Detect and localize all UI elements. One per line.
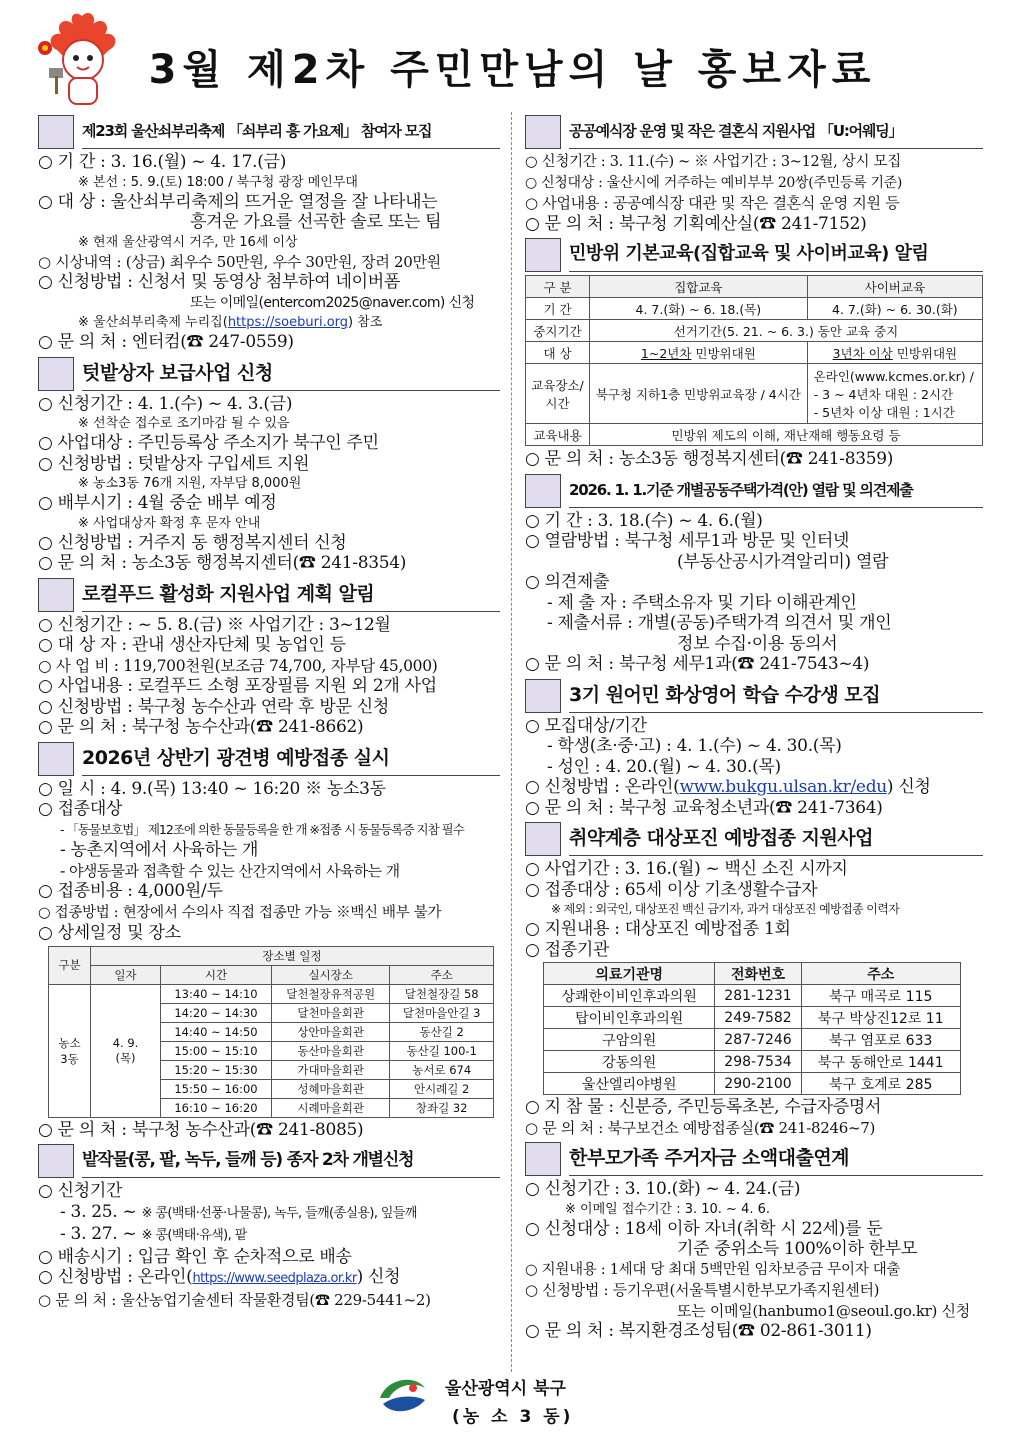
cell-name: 구암의원 — [544, 1029, 715, 1051]
period-crops: ※ 콩(백태·유색), 팥 — [141, 1228, 247, 1243]
apply-text: ○ 신청방법 : 온라인( — [38, 1267, 193, 1287]
period-date: - 3. 25. ~ — [60, 1201, 142, 1222]
target-line: ○ 접종대상 : 65세 이상 기초생활수급자 — [525, 879, 818, 900]
table-row — [544, 985, 961, 1007]
section-public-wedding — [525, 115, 983, 234]
contact-line: ○ 문 의 처 : 울산농업기술센터 작물환경팀(☎ 229-5441~2) — [38, 1290, 431, 1309]
target-line: ○ 신청대상 : 울산시에 거주하는 예비부부 20쌍(주민등록 기준) — [525, 174, 903, 191]
method-text: ○ 접종방법 : 현장에서 수의사 직접 접종만 가능 ※백신 배부 불가 — [38, 904, 442, 921]
contact-line: ○ 문 의 처 : 농소3동 행정복지센터(☎ 241-8359) — [525, 449, 894, 469]
target-line-cont: 기준 중위소득 100%이하 한부모 — [677, 1239, 918, 1259]
section-shingles-vaccination — [525, 822, 983, 1138]
cell-addr: 북구 박상진12로 11 — [801, 1007, 960, 1029]
method-line: ○ 열람방법 : 북구청 세무1과 방문 및 인터넷 — [525, 531, 850, 551]
cell-time: 15:50 ~ 16:00 — [161, 1079, 272, 1098]
note-line: ※ 현재 울산광역시 거주, 만 16세 이상 — [78, 234, 298, 250]
cell-name: 강동의원 — [544, 1051, 715, 1073]
section-header — [525, 238, 983, 272]
cell-dong: 농소 3동 — [49, 984, 91, 1117]
table-row — [544, 1029, 961, 1051]
opinion-heading: ○ 의견제출 — [525, 572, 610, 592]
cell-addr: 북구 동해안로 1441 — [801, 1051, 960, 1073]
budget-line: ○ 사 업 비 : 119,700천원(보조금 74,700, 자부담 45,000) — [38, 656, 438, 675]
header-box — [38, 1144, 74, 1178]
section-header — [525, 822, 983, 856]
section-title: 텃밭상자 보급사업 신청 — [82, 357, 500, 391]
note-line — [38, 313, 500, 332]
note-text: ) 참조 — [348, 315, 383, 330]
cell-place: 동산마을회관 — [271, 1041, 389, 1060]
apply-line-cont: 또는 이메일(hanbumo1@seoul.go.kr) 신청 — [677, 1301, 970, 1320]
section-soeburi-song-festival — [38, 115, 500, 353]
contact-line: ○ 문 의 처 : 엔터컴(☎ 247-0559) — [38, 332, 294, 352]
contact-line: ○ 문 의 처 : 북구청 교육청소년과(☎ 241-7364) — [525, 797, 883, 818]
period-crops: ※ 콩(백태·선풍·나물콩), 녹두, 들깨(종실용), 잎들깨 — [141, 1205, 417, 1221]
apply-line — [38, 1267, 500, 1290]
seedplaza-link[interactable]: https://www.seedplaza.or.kr — [192, 1271, 357, 1286]
content-line: ○ 지원내용 : 대상포진 예방접종 1회 — [525, 919, 791, 939]
cell-place: 성혜마을회관 — [271, 1079, 389, 1098]
section-header — [525, 115, 983, 149]
method-line-cont: (부동산공시가격알리미) 열람 — [677, 551, 889, 572]
education-table — [525, 275, 983, 446]
th-time: 시간 — [161, 965, 272, 984]
target-item: - 성인 : 4. 20.(월) ~ 4. 30.(목) — [547, 756, 781, 777]
th-addr: 주소 — [390, 965, 494, 984]
section-housing-price — [525, 474, 983, 675]
target-heading: ○ 모집대상/기간 — [525, 715, 647, 736]
th-addr: 주소 — [801, 963, 960, 985]
note-line: ※ 선착순 접수로 조기마감 될 수 있음 — [78, 416, 290, 431]
cell-name: 탑이비인후과의원 — [544, 1007, 715, 1029]
section-english-class — [525, 679, 983, 819]
th-gubun: 구분 — [49, 946, 91, 984]
cell-addr: 달천마을안길 3 — [390, 1003, 494, 1022]
period-line: ○ 신청기간 : 3. 10.(화) ~ 4. 24.(금) — [525, 1179, 801, 1199]
cell — [807, 342, 982, 364]
contact-line: ○ 문 의 처 : 북구청 기획예산실(☎ 241-7152) — [525, 213, 867, 234]
header-box — [38, 578, 74, 612]
cell-date: 4. 9. (목) — [91, 984, 161, 1117]
cell-addr: 북구 호계로 285 — [801, 1073, 960, 1095]
cell-place: 가대마을회관 — [271, 1060, 389, 1079]
header-box — [525, 115, 561, 149]
cell-time: 13:40 ~ 14:10 — [161, 984, 272, 1003]
cell-place: 상안마을회관 — [271, 1022, 389, 1041]
period-line: ○ 신청기간 : 4. 1.(수) ~ 4. 3.(금) — [38, 393, 293, 414]
header-box — [38, 357, 74, 391]
column-divider — [511, 112, 512, 1372]
left-column — [38, 112, 500, 1314]
cost-line: ○ 접종비용 : 4,000원/두 — [38, 881, 223, 901]
content-line: ○ 지원내용 : 1세대 당 최대 5백만원 임차보증금 무이자 대출 — [525, 1261, 901, 1278]
note-text: ※ 울산쇠부리축제 누리집( — [78, 315, 228, 330]
table-row — [544, 1007, 961, 1029]
period-date: - 3. 27. ~ — [60, 1224, 142, 1244]
table-row — [49, 984, 494, 1003]
th-gubun: 구 분 — [526, 276, 590, 298]
footer-dong: (농 소 3 동) — [452, 1407, 574, 1427]
cell-tel: 249-7582 — [715, 1007, 801, 1029]
cell-place: 시례마을회관 — [271, 1098, 389, 1117]
period-line: ○ 신청기간 : ~ 5. 8.(금) ※ 사업기간 : 3~12월 — [38, 614, 391, 635]
target-heading: ○ 접종대상 — [38, 799, 123, 819]
delivery-line: ○ 배송시기 : 입금 확인 후 순차적으로 배송 — [38, 1246, 352, 1267]
section-title: 한부모가족 주거자금 소액대출연계 — [569, 1142, 983, 1176]
right-column — [525, 112, 983, 1346]
table-row — [526, 342, 983, 364]
cell-strong: 1~2년차 — [640, 345, 692, 361]
method-line — [38, 902, 500, 924]
contact-line: ○ 문 의 처 : 북구보건소 예방접종실(☎ 241-8246~7) — [525, 1118, 876, 1137]
section-title: 3기 원어민 화상영어 학습 수강생 모집 — [569, 679, 983, 713]
header-box — [525, 822, 561, 856]
note-line: ※ 제외 : 외국인, 대상포진 백신 금기자, 과거 대상포진 예방접종 이력자 — [551, 902, 900, 916]
apply-line: ○ 신청방법 : 거주지 동 행정복지센터 신청 — [38, 532, 347, 553]
cell-line: 온라인(www.kcmes.or.kr) / — [813, 368, 974, 384]
apply-text: ) 신청 — [356, 1267, 401, 1287]
apply-line: ○ 신청방법 : 등기우편(서울특별시한부모가족지원센터) — [525, 1281, 880, 1299]
th-place: 실시장소 — [271, 965, 389, 984]
cell-addr: 달천철장길 58 — [390, 984, 494, 1003]
period-line: ○ 기 간 : 3. 16.(월) ~ 4. 17.(금) — [38, 152, 287, 172]
section-title: 2026. 1. 1.기준 개별공동주택가격(안) 열람 및 의견제출 — [569, 474, 983, 508]
section-header — [525, 679, 983, 713]
cell-addr: 동산길 100-1 — [390, 1041, 494, 1060]
cell: 4. 7.(화) ~ 6. 18.(목) — [590, 298, 808, 320]
cell: 4. 7.(화) ~ 6. 30.(화) — [807, 298, 982, 320]
row-label: 기 간 — [526, 298, 590, 320]
section-seed-application — [38, 1144, 500, 1310]
target-item: - 농촌지역에서 사육하는 개 — [60, 840, 259, 860]
clinic-table — [543, 962, 961, 1095]
cell-tel: 287-7246 — [715, 1029, 801, 1051]
note-line: ※ 본선 : 5. 9.(토) 18:00 / 북구청 광장 메인무대 — [78, 174, 358, 190]
cell-addr: 안시례길 2 — [390, 1079, 494, 1098]
target-item: - 「동물보호법」 제12조에 의한 동물등록을 한 개 ※접종 시 동물등록증 지참 필수 — [60, 821, 464, 837]
section-garden-box — [38, 357, 500, 574]
cell-text: 민방위대원 — [691, 345, 756, 361]
schedule-heading: ○ 상세일정 및 장소 — [38, 923, 181, 943]
contact-line: ○ 문 의 처 : 복지환경조성팀(☎ 02-861-3011) — [525, 1321, 872, 1341]
section-header — [38, 578, 500, 612]
cell-tel: 298-7534 — [715, 1051, 801, 1073]
apply-text: ○ 신청방법 : 온라인( — [525, 777, 680, 797]
period-heading: ○ 신청기간 — [38, 1181, 123, 1201]
section-title: 밭작물(콩, 팥, 녹두, 들깨 등) 종자 2차 개별신청 — [82, 1144, 500, 1178]
contact-line: ○ 문 의 처 : 북구청 세무1과(☎ 241-7543~4) — [525, 654, 870, 674]
section-header — [38, 742, 500, 776]
soeburi-link[interactable]: https://soeburi.org — [227, 315, 349, 330]
section-rabies-vaccination — [38, 742, 500, 1141]
header-box — [38, 115, 74, 149]
th-cyber: 사이버교육 — [807, 276, 982, 298]
cell-time: 14:40 ~ 14:50 — [161, 1022, 272, 1041]
cell-line: - 3 ~ 4년차 대원 : 2시간 — [813, 386, 954, 402]
th-tel: 전화번호 — [715, 963, 801, 985]
apply-line-cont: 또는 이메일(entercom2025@naver.com) 신청 — [190, 294, 475, 311]
header-box — [38, 742, 74, 776]
section-header — [525, 474, 983, 508]
cell-time: 16:10 ~ 16:20 — [161, 1098, 272, 1117]
section-header — [38, 115, 500, 149]
table-row — [526, 364, 983, 424]
target-item: - 학생(초·중·고) : 4. 1.(수) ~ 4. 30.(목) — [547, 736, 842, 756]
section-title: 민방위 기본교육(집합교육 및 사이버교육) 알림 — [569, 238, 983, 272]
bukgu-edu-link[interactable]: www.bukgu.ulsan.kr/edu — [679, 777, 887, 797]
row-label: 교육장소/시간 — [526, 364, 590, 424]
period-line: ○ 사업기간 : 3. 16.(월) ~ 백신 소진 시까지 — [525, 859, 848, 879]
note-line: ※ 이메일 접수기간 : 3. 10. ~ 4. 6. — [565, 1201, 771, 1217]
cell: 선거기간(5. 21. ~ 6. 3.) 동안 교육 중지 — [590, 320, 983, 342]
target-line: ○ 사업대상 : 주민등록상 주소지가 북구인 주민 — [38, 433, 379, 453]
content-line: ○ 사업내용 : 로컬푸드 소형 포장필름 지원 외 2개 사업 — [38, 676, 437, 696]
section-header — [38, 357, 500, 391]
cell-text: 민방위대원 — [892, 345, 958, 361]
table-row — [526, 298, 983, 320]
cell-place: 달천철장유적공원 — [271, 984, 389, 1003]
section-title: 공공예식장 운영 및 작은 결혼식 지원사업 「U:어웨딩」 — [569, 115, 983, 149]
cell-addr: 창좌길 32 — [390, 1098, 494, 1117]
cell-tel: 290-2100 — [715, 1073, 801, 1095]
section-header — [38, 1144, 500, 1178]
target-line: ○ 신청대상 : 18세 이하 자녀(취학 시 22세)를 둔 — [525, 1218, 883, 1239]
target-item: - 야생동물과 접촉할 수 있는 산간지역에서 사육하는 개 — [60, 861, 400, 880]
contact-line: ○ 문 의 처 : 농소3동 행정복지센터(☎ 241-8354) — [38, 553, 407, 573]
cell-addr: 북구 매곡로 115 — [801, 985, 960, 1007]
apply-line: ○ 신청방법 : 북구청 농수산과 연락 후 방문 신청 — [38, 696, 389, 717]
period-line: ○ 신청기간 : 3. 11.(수) ~ ※ 사업기간 : 3~12월, 상시 모집 — [525, 154, 901, 170]
row-label: 대 상 — [526, 342, 590, 364]
cell-addr: 북구 염포로 633 — [801, 1029, 960, 1051]
cell-time: 14:20 ~ 14:30 — [161, 1003, 272, 1022]
th-group: 장소별 일정 — [91, 946, 494, 965]
header-box — [525, 679, 561, 713]
cell-time: 15:00 ~ 15:10 — [161, 1041, 272, 1060]
cell: 민방위 제도의 이해, 재난재해 행동요령 등 — [590, 424, 983, 446]
apply-text: ) 신청 — [886, 777, 931, 797]
cell-name: 상쾌한이비인후과의원 — [544, 985, 715, 1007]
apply-line — [525, 777, 983, 798]
cell-addr: 동산길 2 — [390, 1022, 494, 1041]
header-box — [525, 474, 561, 508]
section-title: 취약계층 대상포진 예방접종 지원사업 — [569, 822, 983, 856]
table-row — [544, 1073, 961, 1095]
cell-name: 울산엘리야병원 — [544, 1073, 715, 1095]
period-item — [38, 1202, 500, 1225]
header-box — [525, 238, 561, 272]
cell — [590, 342, 808, 364]
page-title: 3월 제2차 주민만남의 날 홍보자료 — [148, 47, 877, 93]
section-civil-defense-education — [525, 238, 983, 470]
note-line: ※ 농소3동 76개 지원, 자부담 8,000원 — [78, 476, 302, 491]
contact-line: ○ 문 의 처 : 북구청 농수산과(☎ 241-8662) — [38, 717, 364, 737]
opinion-item-cont: 정보 수집·이용 동의서 — [677, 633, 838, 654]
th-group: 집합교육 — [590, 276, 808, 298]
method-line: ○ 신청방법 : 텃밭상자 구입세트 지원 — [38, 453, 310, 474]
schedule-table — [48, 946, 494, 1118]
apply-line: ○ 신청방법 : 신청서 및 동영상 첨부하여 네이버폼 — [38, 272, 401, 292]
cell: 북구청 지하1층 민방위교육장 / 4시간 — [590, 364, 808, 424]
period-line: ○ 기 간 : 3. 18.(수) ~ 4. 6.(월) — [525, 510, 763, 531]
prize-line: ○ 시상내역 : (상금) 최우수 50만원, 우수 30만원, 장려 20만원 — [38, 252, 441, 271]
th-name: 의료기관명 — [544, 963, 715, 985]
clinic-heading: ○ 접종기관 — [525, 939, 610, 960]
cell-addr: 농서로 674 — [390, 1060, 494, 1079]
section-title: 로컬푸드 활성화 지원사업 계획 알림 — [82, 578, 500, 612]
content-line: ○ 사업내용 : 공공예식장 대관 및 작은 결혼식 운영 지원 등 — [525, 194, 900, 212]
section-title: 제23회 울산쇠부리축제 「쇠부리 흥 가요제」 참여자 모집 — [82, 115, 500, 149]
table-row — [526, 424, 983, 446]
table-row — [526, 320, 983, 342]
distribution-line: ○ 배부시기 : 4월 중순 배부 예정 — [38, 493, 277, 513]
opinion-item: - 제 출 자 : 주택소유자 및 기타 이해관계인 — [547, 592, 857, 613]
row-label: 중지기간 — [526, 320, 590, 342]
target-line-cont: 흥겨운 가요를 선곡한 솔로 또는 팀 — [190, 212, 442, 232]
footer-org: 울산광역시 북구 — [445, 1379, 566, 1399]
table-row — [544, 1051, 961, 1073]
header-box — [525, 1142, 561, 1176]
cell-place: 달천마을회관 — [271, 1003, 389, 1022]
period-item — [38, 1224, 500, 1247]
bukgu-logo-icon — [375, 1368, 430, 1423]
cell-time: 15:20 ~ 15:30 — [161, 1060, 272, 1079]
section-title: 2026년 상반기 광견병 예방접종 실시 — [82, 742, 500, 776]
section-single-parent-loan — [525, 1142, 983, 1342]
cell-strong: 3년차 이상 — [832, 345, 893, 361]
contact-line: ○ 문 의 처 : 북구청 농수산과(☎ 241-8085) — [38, 1119, 364, 1140]
row-label: 교육내용 — [526, 424, 590, 446]
note-line: ※ 사업대상자 확정 후 문자 안내 — [78, 515, 261, 531]
section-local-food — [38, 578, 500, 738]
target-line: ○ 대 상 : 울산쇠부리축제의 뜨거운 열정을 잘 나타내는 — [38, 191, 438, 212]
cell-line: - 5년차 이상 대원 : 1시간 — [813, 404, 955, 420]
date-line: ○ 일 시 : 4. 9.(목) 13:40 ~ 16:20 ※ 농소3동 — [38, 778, 386, 799]
opinion-item: - 제출서류 : 개별(공동)주택가격 의견서 및 개인 — [547, 613, 892, 633]
bring-line: ○ 지 참 물 : 신분증, 주민등록초본, 수급자증명서 — [525, 1097, 882, 1117]
th-date: 일자 — [91, 965, 161, 984]
footer — [0, 1366, 1025, 1436]
cell-tel: 281-1231 — [715, 985, 801, 1007]
section-header — [525, 1142, 983, 1176]
cell — [807, 364, 982, 424]
target-line: ○ 대 상 자 : 관내 생산자단체 및 농업인 등 — [38, 635, 346, 655]
